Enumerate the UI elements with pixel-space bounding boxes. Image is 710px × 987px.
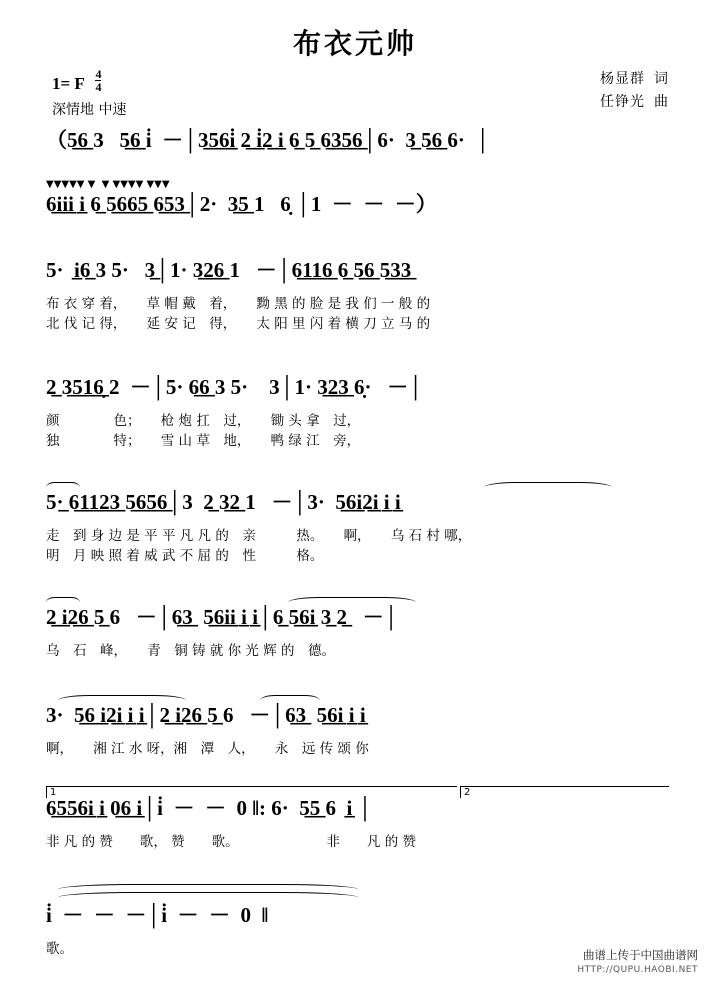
slur-mark: [58, 695, 186, 706]
notation-line: 5·̲ 6̲1̲1̲2̲3̲ 5̲6̲5̲6̲│3 2̲ 3̲2̲ 1 －│3· 5̲6̲i̲2̲i̲ i̲ i̲: [46, 490, 401, 514]
notation-line: 2̲ 3̲5̲1̲6̣̲ 2 －│5· 6̲6̲ 3 5· 3│1· 3̲2̲3̲ 6̣· －│: [46, 375, 424, 399]
composer-name: 任铮光: [600, 94, 645, 111]
lyric-line-verse1: 布 衣 穿 着， 草 帽 戴 着， 黝 黑 的 脸 是 我 们 一 般 的: [46, 296, 431, 312]
credits: [600, 68, 668, 114]
music-system-3: [46, 258, 668, 335]
notation-line: （5̲6̲ 3 5̲6̲ i̇ －│3̲5̲6̲i̲̇ 2̲ i̲̇2̲ i̲ 6̲ 5̲ 6̲3̲5̲6̲│6· 3̲ 5̲6̲ 6· │: [46, 128, 491, 152]
music-system-2: [46, 180, 668, 222]
music-system-6: [46, 605, 668, 661]
notation-line: 6̲5̲5̲6̲i̲ i̲ 0̲6̲ i̲│i̇ － － 0 ‖: 6· 5̲5̲ 6 i̲ │: [46, 796, 373, 820]
notation-line: 6̲i̲i̲i̲ i̲ 6̲ 5̲6̲6̲5̲ 6̲5̲3̲│2· 3̲5̲ 1 6̣ │1 － － －）: [46, 192, 437, 216]
slur-mark: [46, 482, 80, 493]
credit-lyricist: [600, 68, 668, 91]
lyric-line-verse1: 乌 石 峰， 青 铜 铸 就 你 光 辉 的 德。: [46, 643, 335, 659]
tempo-marking: 深情地 中速: [52, 102, 127, 118]
notation-line: 3· 5̲6̲ i̲2̲i̲ i̲ i̲│2̲ i̲2̲6̲ 5̲ 6 －│6̲3̲ 5̲6̲i̲ i̲ i̲: [46, 703, 366, 727]
footer-credit: [577, 947, 698, 975]
composer-role: 曲: [654, 94, 668, 111]
slur-mark: [484, 482, 612, 493]
lyric-line-verse2: 北 伐 记 得， 延 安 记 得， 太 阳 里 闪 着 横 刀 立 马 的: [46, 316, 431, 333]
footer-url: HTTP://QUPU.HAOBI.NET: [577, 965, 698, 975]
notation-line: i̇ － － －│i̇ － － 0 ‖: [46, 903, 269, 927]
lyricist-name: 杨显群: [600, 71, 645, 87]
lyric-line-verse1: 颜 色； 枪 炮 扛 过， 锄 头 拿 过，: [46, 413, 361, 429]
page-title: 布衣元帅: [292, 27, 417, 60]
music-system-8: [46, 796, 668, 852]
key-signature: [52, 68, 101, 94]
time-signature: [95, 68, 101, 93]
footer-source-line: 曲谱上传于中国曲谱网: [583, 948, 698, 962]
credit-composer: [600, 91, 668, 114]
slur-mark: [46, 597, 80, 608]
music-system-9: [46, 903, 668, 959]
slur-mark: [58, 892, 358, 903]
second-ending-number: 2: [464, 787, 471, 798]
music-system-7: [46, 703, 668, 759]
lyric-line-verse1: 歌。: [46, 941, 73, 957]
key-signature-text: 1= F: [52, 74, 85, 93]
time-signature-denominator: 4: [95, 80, 102, 94]
lyric-line-verse2: 独 特； 雪 山 草 地， 鸭 绿 江 旁，: [46, 433, 361, 450]
music-system-1: [46, 128, 668, 158]
notation-line: 2̲ i̲2̲6̲ 5̲ 6 －│6̲3̲ 5̲6̲i̲i̲ i̲ i̲│6̲ 5̲6̲i̲ 3̲ 2̲ －│: [46, 605, 399, 629]
slur-mark: [288, 597, 416, 608]
lyric-line-verse1: 走 到 身 边 是 平 平 凡 凡 的 亲 热。 啊， 乌 石 村 哪，: [46, 528, 472, 544]
lyric-line-verse1: 非 凡 的 赞 歌， 赞 歌。 非 凡 的 赞: [46, 834, 416, 850]
slur-mark: [260, 695, 320, 706]
first-ending-number: 1: [50, 787, 57, 798]
time-signature-numerator: 4: [95, 67, 102, 81]
music-system-5: [46, 490, 668, 567]
ornament-marks: ▼▼▼▼▼ ▼ ▼ ▼▼▼▼ ▼▼▼: [46, 179, 170, 190]
lyricist-role: 词: [654, 71, 668, 87]
lyric-line-verse1: 啊， 湘 江 水 呀，湘 潭 人， 永 远 传 颂 你: [46, 741, 369, 757]
music-system-4: [46, 375, 668, 452]
notation-line: 5· i̲6̲ 3 5· 3̲│1· 3̲2̲6̲ 1 －│6̲1̲1̲6̲ 6̲ 5̲6̲ 5̲3̲3̲: [46, 258, 412, 282]
lyric-line-verse2: 明 月 映 照 着 威 武 不 屈 的 性 格。: [46, 548, 324, 565]
